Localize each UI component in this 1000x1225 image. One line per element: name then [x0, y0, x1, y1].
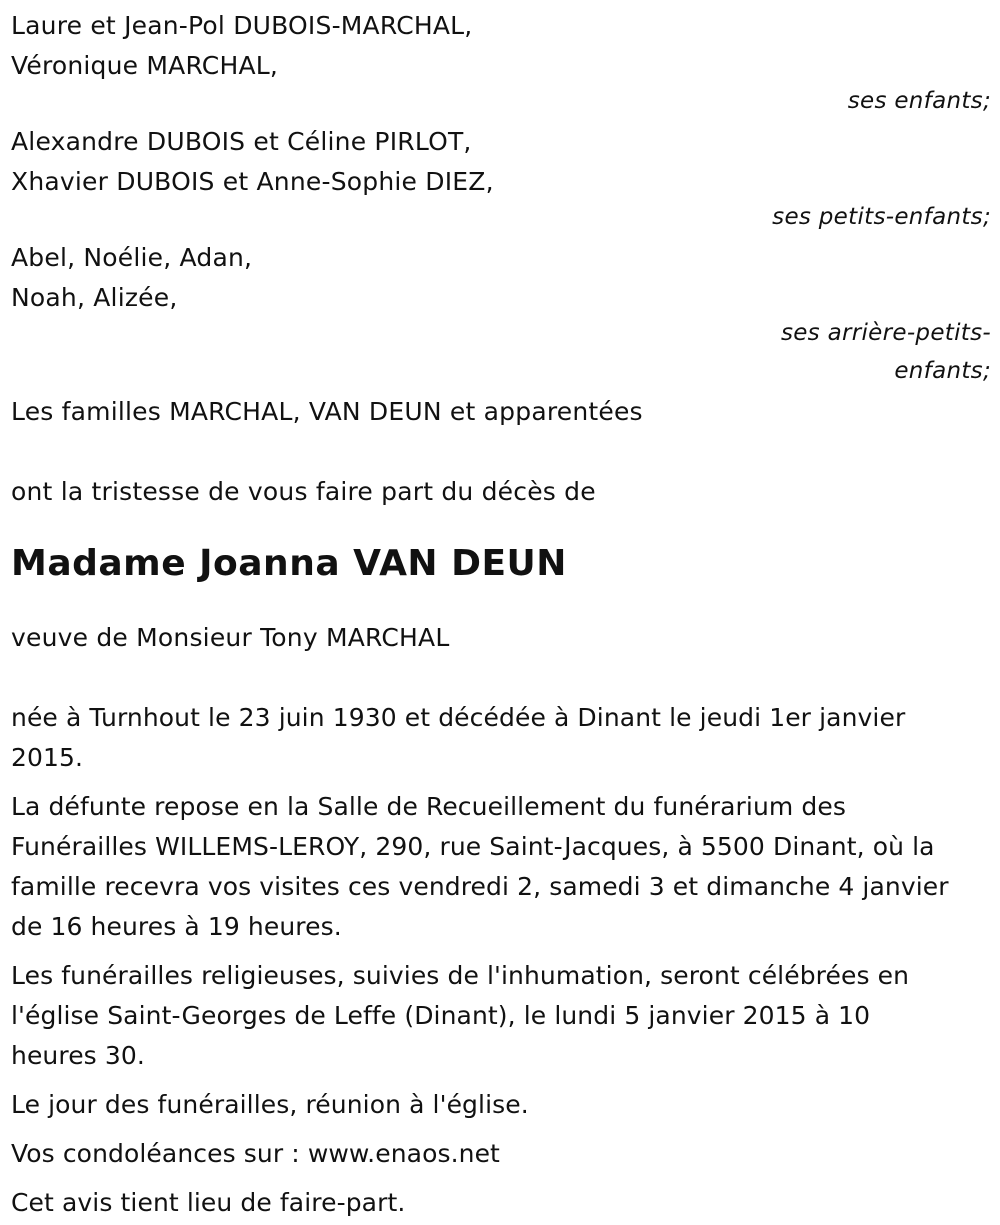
- grandchildren-line-2: Xhavier DUBOIS et Anne-Sophie DIEZ,: [11, 167, 494, 196]
- grandchildren-relation-label: ses petits-enfants;: [772, 204, 991, 230]
- families-line: Les familles MARCHAL, VAN DEUN et apparentées: [11, 397, 643, 426]
- great-grandchildren-relation-label-1: ses arrière-petits-: [780, 320, 991, 346]
- funeral-line-3: heures 30.: [11, 1041, 145, 1070]
- funeral-line-2: l'église Saint-Georges de Leffe (Dinant), le lundi 5 janvier 2015 à 10: [11, 1001, 871, 1030]
- obituary-notice: [11, 6, 991, 1223]
- viewing-line-2: Funérailles WILLEMS-LEROY, 290, rue Saint-Jacques, à 5500 Dinant, où la: [11, 832, 935, 861]
- children-relation-label: ses enfants;: [847, 88, 991, 114]
- funeral-paragraph: [11, 956, 991, 1076]
- birth-death-line-2: 2015.: [11, 743, 84, 772]
- great-grandchildren-line-2: Noah, Alizée,: [11, 283, 178, 312]
- meeting-line: Le jour des funérailles, réunion à l'église.: [11, 1090, 529, 1119]
- spouse-line: veuve de Monsieur Tony MARCHAL: [11, 623, 450, 652]
- notice-line: Cet avis tient lieu de faire-part.: [11, 1188, 406, 1217]
- children-block: [11, 6, 991, 120]
- great-grandchildren-relation-label-2: enfants;: [894, 358, 991, 384]
- great-grandchildren-block: [11, 238, 991, 390]
- birth-death-paragraph: [11, 698, 991, 778]
- viewing-line-3: famille recevra vos visites ces vendredi 2, samedi 3 et dimanche 4 janvier: [11, 872, 949, 901]
- birth-death-line-1: née à Turnhout le 23 juin 1930 et décédée à Dinant le jeudi 1er janvier: [11, 703, 906, 732]
- great-grandchildren-line-1: Abel, Noélie, Adan,: [11, 243, 253, 272]
- announcement-line: ont la tristesse de vous faire part du décès de: [11, 477, 596, 506]
- children-line-1: Laure et Jean-Pol DUBOIS-MARCHAL,: [11, 11, 473, 40]
- viewing-paragraph: [11, 787, 991, 947]
- condolences-line: Vos condoléances sur : www.enaos.net: [11, 1139, 500, 1168]
- grandchildren-block: [11, 122, 991, 236]
- grandchildren-line-1: Alexandre DUBOIS et Céline PIRLOT,: [11, 127, 472, 156]
- children-line-2: Véronique MARCHAL,: [11, 51, 279, 80]
- viewing-line-1: La défunte repose en la Salle de Recueillement du funérarium des: [11, 792, 847, 821]
- funeral-line-1: Les funérailles religieuses, suivies de l'inhumation, seront célébrées en: [11, 961, 910, 990]
- deceased-name: Madame Joanna VAN DEUN: [11, 543, 567, 584]
- viewing-line-4: de 16 heures à 19 heures.: [11, 912, 342, 941]
